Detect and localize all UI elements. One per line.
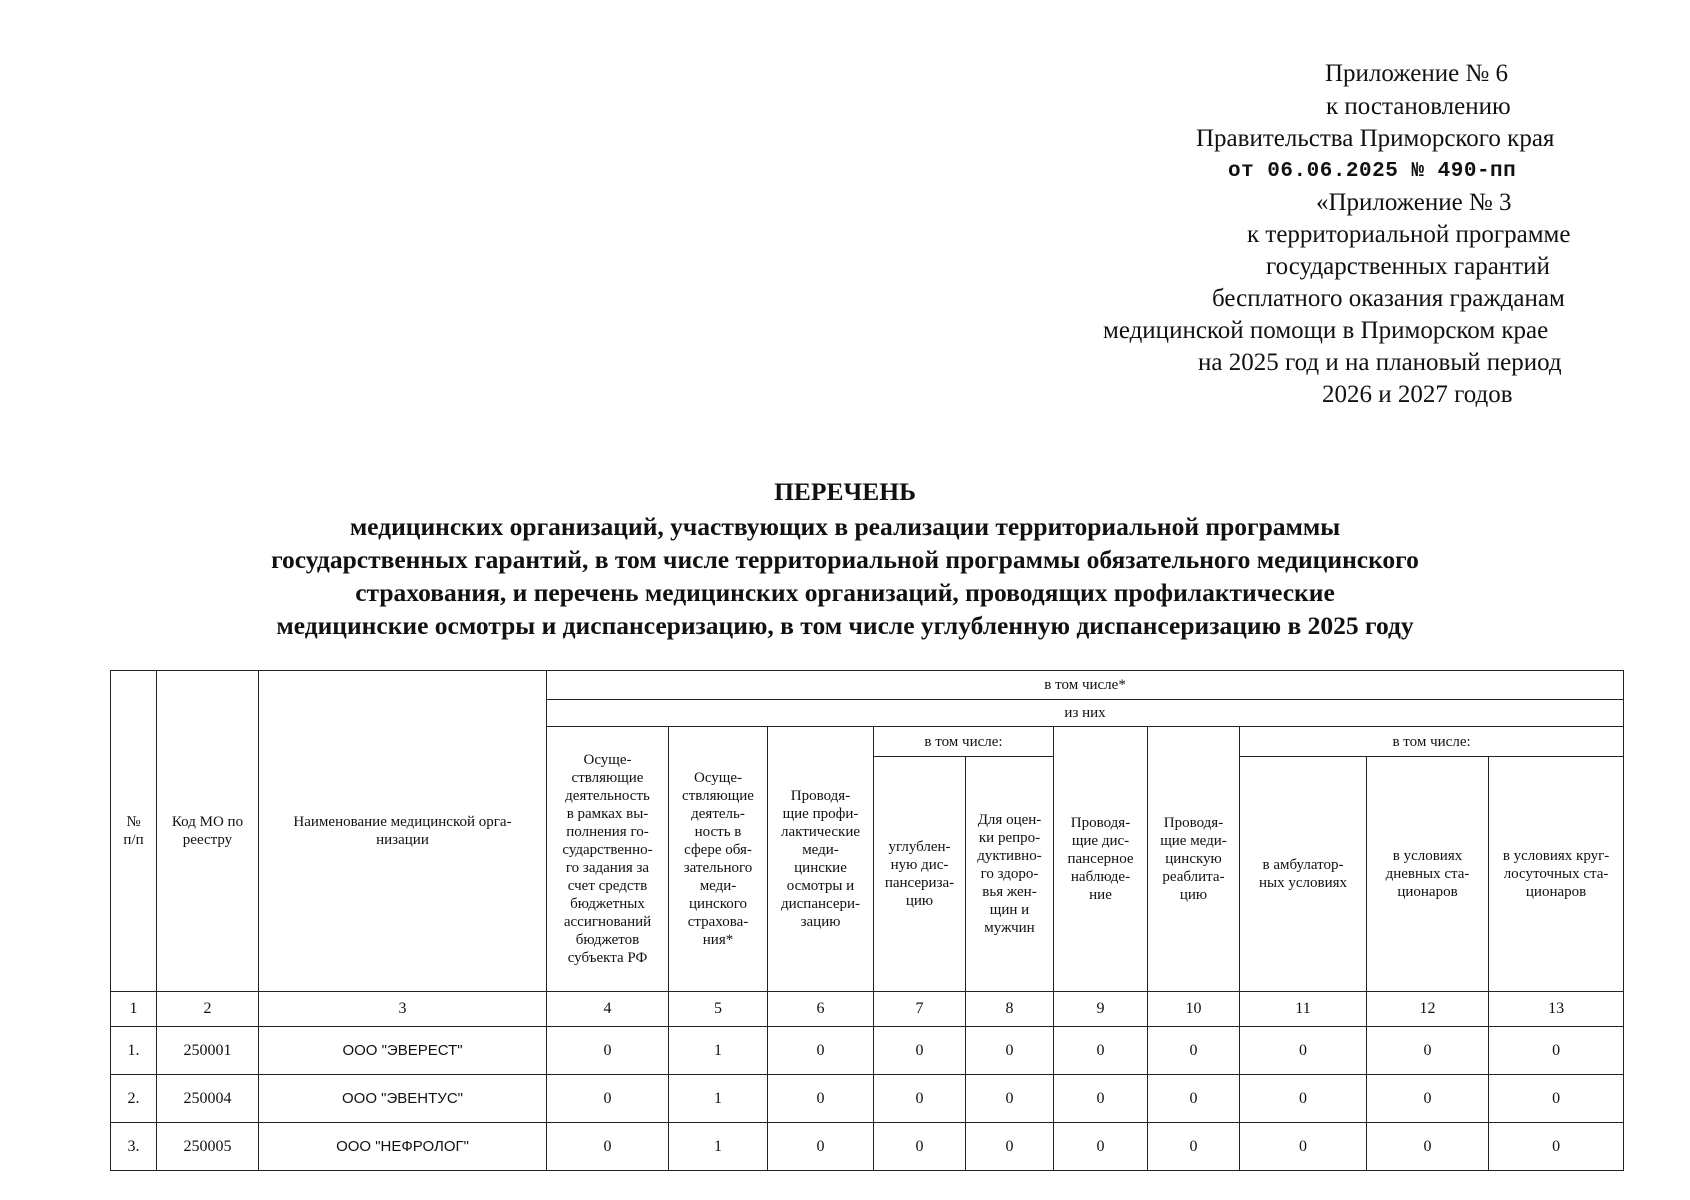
row-value: 0 — [966, 1075, 1054, 1123]
header-number: № п/п — [111, 671, 157, 992]
table-row — [111, 1123, 1624, 1171]
row-value: 0 — [1489, 1027, 1624, 1075]
column-number: 2 — [157, 992, 259, 1027]
header-day-hospital: в условиях дневных ста- ционаров — [1367, 757, 1489, 992]
row-value: 0 — [1489, 1075, 1624, 1123]
column-number: 7 — [874, 992, 966, 1027]
row-value: 1 — [669, 1027, 768, 1075]
row-value: 0 — [1240, 1075, 1367, 1123]
header-in-depth-dispensarization: углублен- ную дис- пансериза- цию — [874, 757, 966, 992]
column-number: 11 — [1240, 992, 1367, 1027]
header-group-of-them: из них — [547, 700, 1624, 727]
header-org-name: Наименование медицинской орга- низации — [259, 671, 547, 992]
row-value: 0 — [1054, 1075, 1148, 1123]
row-value: 1 — [669, 1123, 768, 1171]
appendix-line-2: к постановлению — [1326, 93, 1511, 120]
row-value: 0 — [1240, 1027, 1367, 1075]
header-mo-code: Код МО по реестру — [157, 671, 259, 992]
row-number: 2. — [111, 1075, 157, 1123]
table-row — [111, 1027, 1624, 1075]
appendix-line-6: государственных гарантий — [1266, 253, 1550, 280]
header-state-assignment: Осуще- ствляющие деятельность в рамках вы- полнения го- сударственно- го задания за счет средств бюджетных ассигнований бюджетов субъекта РФ — [547, 727, 669, 992]
registration-stamp: от 06.06.2025 № 490-пп — [1228, 160, 1517, 183]
row-org-name: ООО "ЭВЕРЕСТ" — [259, 1027, 547, 1075]
row-number: 1. — [111, 1027, 157, 1075]
header-group-including: в том числе* — [547, 671, 1624, 700]
column-number: 4 — [547, 992, 669, 1027]
row-value: 0 — [1148, 1123, 1240, 1171]
header-reproductive-health: Для оцен- ки репро- дуктивно- го здоро- вья жен- щин и мужчин — [966, 757, 1054, 992]
header-preventive-exams: Проводя- щие профи- лактические меди- цинские осмотры и диспансери- зацию — [768, 727, 874, 992]
row-value: 0 — [966, 1027, 1054, 1075]
header-oms: Осуще- ствляющие деятель- ность в сфере обя- зательного меди- цинского страхова- ния* — [669, 727, 768, 992]
row-value: 0 — [966, 1123, 1054, 1171]
row-code: 250004 — [157, 1075, 259, 1123]
column-number: 9 — [1054, 992, 1148, 1027]
row-value: 0 — [1489, 1123, 1624, 1171]
row-org-name: ООО "ЭВЕНТУС" — [259, 1075, 547, 1123]
header-outpatient: в амбулатор- ных условиях — [1240, 757, 1367, 992]
row-value: 0 — [1054, 1027, 1148, 1075]
row-value: 0 — [768, 1075, 874, 1123]
appendix-line-7: бесплатного оказания гражданам — [1212, 285, 1565, 312]
column-number: 10 — [1148, 992, 1240, 1027]
header-round-the-clock-hospital: в условиях круг- лосуточных ста- ционаров — [1489, 757, 1624, 992]
row-value: 0 — [874, 1075, 966, 1123]
row-org-name: ООО "НЕФРОЛОГ" — [259, 1123, 547, 1171]
title-line-3: страхования, и перечень медицинских организаций, проводящих профилактические — [355, 578, 1335, 607]
row-value: 0 — [768, 1027, 874, 1075]
column-number: 1 — [111, 992, 157, 1027]
title-line-2: государственных гарантий, в том числе территориальной программы обязательного медицинского — [271, 545, 1419, 574]
row-code: 250001 — [157, 1027, 259, 1075]
header-subgroup-including-1: в том числе: — [874, 727, 1054, 757]
column-number-row — [111, 992, 1624, 1027]
appendix-line-1: Приложение № 6 — [1325, 60, 1509, 87]
row-value: 0 — [547, 1123, 669, 1171]
column-number: 8 — [966, 992, 1054, 1027]
column-number: 6 — [768, 992, 874, 1027]
row-value: 0 — [874, 1027, 966, 1075]
row-value: 1 — [669, 1075, 768, 1123]
header-rehabilitation: Проводя- щие меди- цинскую реаблита- цию — [1148, 727, 1240, 992]
row-value: 0 — [1148, 1027, 1240, 1075]
appendix-line-5: к территориальной программе — [1247, 221, 1571, 248]
organizations-table — [110, 670, 1624, 1171]
header-dispensary-observation: Проводя- щие дис- пансерное наблюде- ние — [1054, 727, 1148, 992]
row-value: 0 — [1367, 1075, 1489, 1123]
row-value: 0 — [547, 1075, 669, 1123]
row-value: 0 — [768, 1123, 874, 1171]
row-code: 250005 — [157, 1123, 259, 1171]
row-value: 0 — [1240, 1123, 1367, 1171]
row-number: 3. — [111, 1123, 157, 1171]
row-value: 0 — [1054, 1123, 1148, 1171]
row-value: 0 — [1148, 1075, 1240, 1123]
row-value: 0 — [1367, 1123, 1489, 1171]
row-value: 0 — [547, 1027, 669, 1075]
column-number: 3 — [259, 992, 547, 1027]
row-value: 0 — [874, 1123, 966, 1171]
header-subgroup-including-2: в том числе: — [1240, 727, 1624, 757]
table-row — [111, 1075, 1624, 1123]
appendix-line-8: медицинской помощи в Приморском крае — [1103, 317, 1549, 344]
row-value: 0 — [1367, 1027, 1489, 1075]
column-number: 5 — [669, 992, 768, 1027]
appendix-line-3: Правительства Приморского края — [1196, 125, 1555, 152]
appendix-line-10: 2026 и 2027 годов — [1322, 381, 1513, 408]
column-number: 13 — [1489, 992, 1624, 1027]
appendix-line-4: «Приложение № 3 — [1316, 189, 1512, 216]
appendix-line-9: на 2025 год и на плановый период — [1198, 349, 1562, 376]
column-number: 12 — [1367, 992, 1489, 1027]
title-line-1: медицинских организаций, участвующих в реализации территориальной программы — [349, 512, 1341, 541]
title-line-4: медицинские осмотры и диспансеризацию, в том числе углубленную диспансеризацию в 2025 году — [276, 611, 1414, 640]
document-heading: ПЕРЕЧЕНЬ — [774, 477, 916, 506]
